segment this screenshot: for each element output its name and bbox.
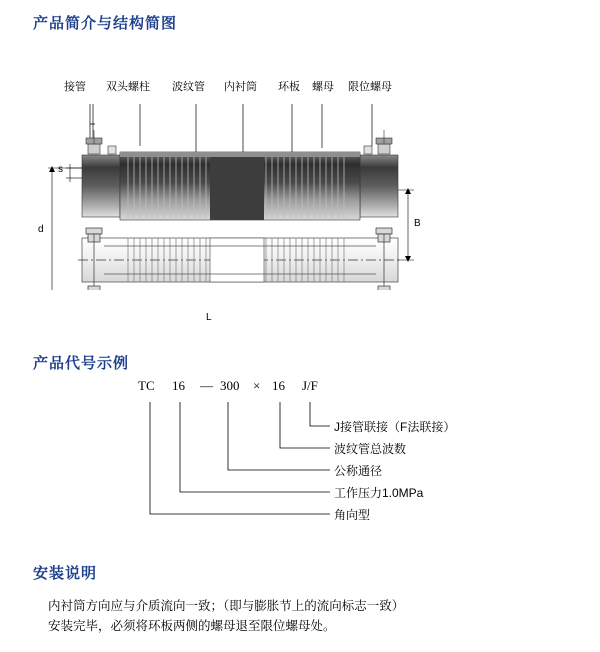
code-token-dash: — xyxy=(200,378,213,393)
dimension-label-L: L xyxy=(206,312,212,323)
callout-label-huanban: 环板 xyxy=(278,81,300,93)
callout-label-jieguan: 接管 xyxy=(64,81,86,93)
dimension-label-d: d xyxy=(38,224,44,235)
code-token-300: 300 xyxy=(220,378,240,393)
callout-label-bowenguan: 波纹管 xyxy=(172,81,205,93)
code-token-jf: J/F xyxy=(302,378,318,393)
callout-label-xianweiluomu: 限位螺母 xyxy=(348,81,392,93)
callout-label-shuangtouluozhu: 双头螺柱 xyxy=(106,81,150,93)
install-notes xyxy=(48,596,568,636)
product-code-diagram xyxy=(0,378,600,538)
stud-nut-assemblies-top xyxy=(86,130,392,154)
dimension-label-B: B xyxy=(414,218,421,229)
code-token-16a: 16 xyxy=(172,378,185,393)
lower-assembly xyxy=(78,228,402,290)
code-desc-type: 角向型 xyxy=(334,508,371,522)
code-desc-wave-count: 波纹管总波数 xyxy=(334,442,407,456)
structure-diagram-svg xyxy=(0,60,600,290)
code-token-tc: TC xyxy=(138,378,155,393)
section-title-code: 产品代号示例 xyxy=(33,355,130,372)
install-note-line-2: 安装完毕，必须将环板两侧的螺母退至限位螺母处。 xyxy=(48,619,336,633)
section-title-intro: 产品简介与结构简图 xyxy=(33,15,178,32)
code-token-16b: 16 xyxy=(272,378,285,393)
callout-label-neichentong: 内衬筒 xyxy=(224,81,257,93)
install-note-line-1: 内衬筒方向应与介质流向一致；（即与膨胀节上的流向标志一致） xyxy=(48,599,405,613)
product-code-leaders xyxy=(0,378,600,538)
code-token-times: × xyxy=(253,378,261,393)
code-desc-working-pressure: 工作压力1.0MPa xyxy=(334,486,424,500)
upper-assembly xyxy=(82,130,398,220)
code-desc-nominal-diameter: 公称通径 xyxy=(334,464,383,478)
section-title-install: 安装说明 xyxy=(33,565,98,582)
structure-diagram xyxy=(0,60,600,323)
callout-label-luomu: 螺母 xyxy=(312,81,334,93)
dimension-label-s: s xyxy=(58,164,63,175)
code-desc-connection: J接管联接（F法联接） xyxy=(334,420,456,434)
